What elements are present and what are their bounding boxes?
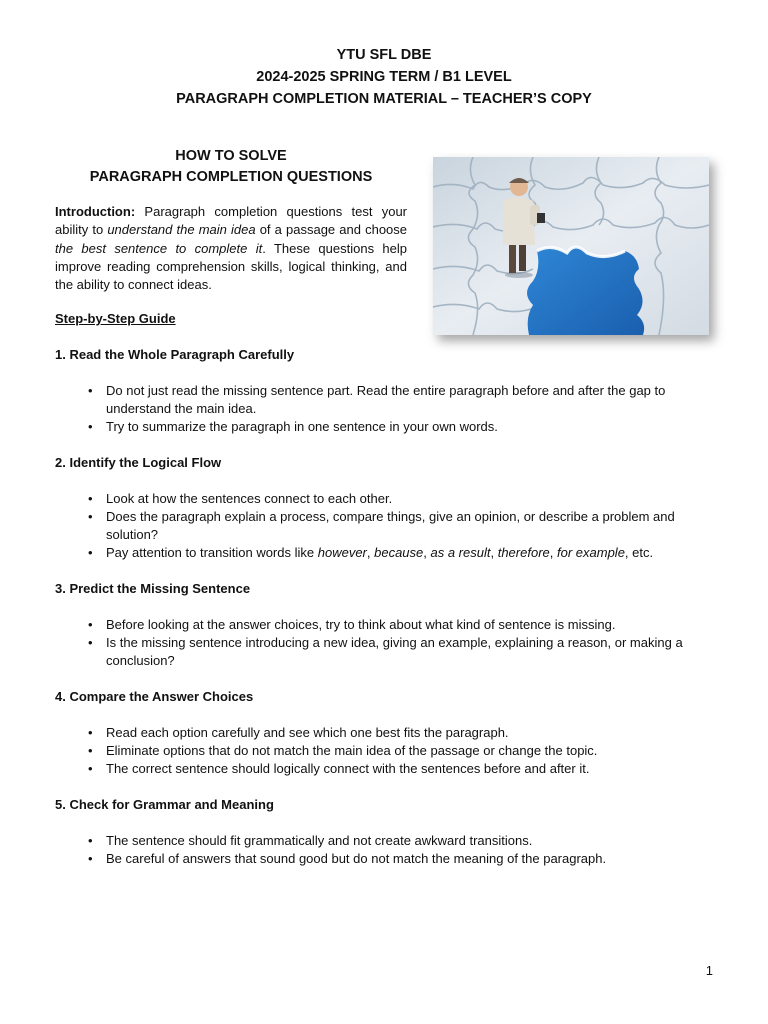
bullet-icon: • bbox=[88, 833, 93, 848]
guide-content bbox=[55, 346, 725, 886]
list-item: • Does the paragraph explain a process, compare things, give an opinion, or describe a problem and solution? bbox=[88, 509, 675, 542]
header-line-2: 2024-2025 SPRING TERM / B1 LEVEL bbox=[256, 69, 512, 85]
intro-label: Introduction: bbox=[55, 204, 136, 219]
bullet-icon: • bbox=[88, 761, 93, 776]
section-1-title: 1. Read the Whole Paragraph Carefully bbox=[55, 347, 295, 362]
howto-title-line-1: HOW TO SOLVE bbox=[175, 148, 287, 164]
document-header bbox=[0, 44, 768, 110]
list-item: • The correct sentence should logically connect with the sentences before and after it. bbox=[88, 761, 590, 776]
header-line-3: PARAGRAPH COMPLETION MATERIAL – TEACHER’S COPY bbox=[176, 91, 592, 107]
section-4-bullets bbox=[55, 724, 725, 778]
bullet-icon: • bbox=[88, 617, 93, 632]
list-item: • Do not just read the missing sentence part. Read the entire paragraph before and after the gap to understand the main idea. bbox=[88, 383, 666, 416]
bullet-icon: • bbox=[88, 851, 93, 866]
intro-emphasis-2: the best sentence to complete it bbox=[55, 240, 263, 256]
bullet-icon: • bbox=[88, 545, 93, 560]
bullet-icon: • bbox=[88, 419, 93, 434]
intro-text-3: . These questions help improve reading comprehension skills, logical thinking, and the ability to connect ideas. bbox=[55, 240, 407, 293]
section-3-bullets bbox=[55, 616, 725, 670]
list-item: • Eliminate options that do not match the main idea of the passage or change the topic. bbox=[88, 743, 598, 758]
bullet-icon: • bbox=[88, 725, 93, 740]
header-line-1: YTU SFL DBE bbox=[336, 47, 432, 63]
section-2-bullets bbox=[55, 490, 725, 562]
section-3-title: 3. Predict the Missing Sentence bbox=[55, 581, 251, 596]
bullet-icon: • bbox=[88, 383, 93, 398]
section-2-title: 2. Identify the Logical Flow bbox=[55, 455, 222, 470]
puzzle-man-illustration bbox=[433, 157, 709, 335]
list-item: • Read each option carefully and see which one best fits the paragraph. bbox=[88, 725, 509, 740]
page-number: 1 bbox=[705, 963, 713, 978]
section-5-title: 5. Check for Grammar and Meaning bbox=[55, 797, 274, 812]
section-1-bullets bbox=[55, 382, 725, 436]
section-4-title: 4. Compare the Answer Choices bbox=[55, 689, 254, 704]
bullet-icon: • bbox=[88, 491, 93, 506]
list-item: • Try to summarize the paragraph in one sentence in your own words. bbox=[88, 419, 498, 434]
list-item: • The sentence should fit grammatically and not create awkward transitions. bbox=[88, 833, 533, 848]
bullet-icon: • bbox=[88, 509, 93, 524]
list-item: • Is the missing sentence introducing a new idea, giving an example, explaining a reason, or making a conclusion? bbox=[88, 635, 683, 668]
introduction-paragraph bbox=[55, 203, 407, 294]
intro-text-1: Paragraph completion questions test your ability to bbox=[55, 204, 407, 238]
list-item: • Pay attention to transition words like however, because, as a result, therefore, for example, etc. bbox=[88, 545, 654, 560]
howto-title-line-2: PARAGRAPH COMPLETION QUESTIONS bbox=[89, 169, 373, 185]
list-item: • Be careful of answers that sound good but do not match the meaning of the paragraph. bbox=[88, 851, 607, 866]
intro-emphasis-1: understand the main idea bbox=[107, 222, 256, 238]
bullet-icon: • bbox=[88, 635, 93, 650]
step-by-step-guide-heading: Step-by-Step Guide bbox=[55, 311, 176, 326]
list-item: • Look at how the sentences connect to each other. bbox=[88, 491, 393, 506]
howto-title bbox=[55, 146, 407, 188]
intro-text-2: of a passage and choose bbox=[255, 222, 408, 238]
list-item: • Before looking at the answer choices, try to think about what kind of sentence is missing. bbox=[88, 617, 616, 632]
section-5-bullets bbox=[55, 832, 725, 868]
bullet-icon: • bbox=[88, 743, 93, 758]
